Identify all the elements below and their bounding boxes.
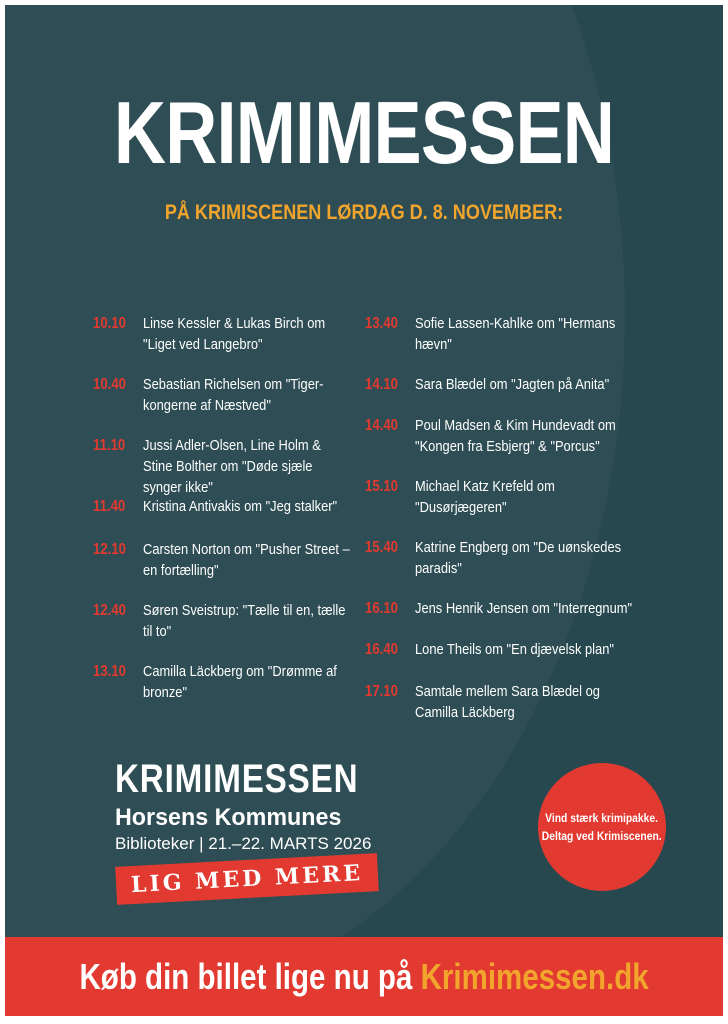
slot-talk: Sofie Lassen-Kahlke om "Hermans hævn" (415, 315, 616, 353)
slot-time: 15.40 (365, 539, 398, 556)
poster (5, 5, 723, 1016)
slot-talk: Linse Kessler & Lukas Birch om "Liget ved Langebro" (143, 315, 326, 353)
slot-talk: Poul Madsen & Kim Hundevadt om "Kongen fra Esbjerg" & "Porcus" (415, 417, 616, 455)
slot-time: 13.10 (93, 663, 126, 680)
footer-banner (5, 937, 723, 1016)
logo-dates: Biblioteker | 21.–22. MARTS 2026 (115, 834, 372, 853)
slot-time: 15.10 (365, 478, 398, 495)
slot-talk: Camilla Läckberg om "Drømme af bronze" (143, 663, 337, 701)
footer-website-link[interactable]: Krimimessen.dk (420, 955, 649, 997)
slot-time: 13.40 (365, 315, 398, 332)
slot-time: 14.40 (365, 417, 398, 434)
poster-title: KRIMIMESSEN (113, 83, 615, 182)
slot-talk: Lone Theils om "En djævelsk plan" (415, 641, 614, 658)
slot-time: 12.40 (93, 602, 126, 619)
footer-text (79, 957, 648, 997)
slot-time: 17.10 (365, 683, 398, 700)
prize-badge (538, 763, 666, 891)
poster-subtitle: PÅ KRIMISCENEN LØRDAG D. 8. NOVEMBER: (164, 201, 564, 224)
slot-talk: Sara Blædel om "Jagten på Anita" (415, 376, 610, 393)
logo-organization: Horsens Kommunes (115, 804, 342, 831)
slot-talk: Samtale mellem Sara Blædel og Camilla Läckberg (415, 683, 600, 721)
slot-talk: Carsten Norton om "Pusher Street – en fortælling" (143, 541, 350, 579)
slot-talk: Sebastian Richelsen om "Tiger-kongerne af Næstved" (143, 376, 324, 414)
slot-time: 12.10 (93, 541, 126, 558)
slot-time: 10.10 (93, 315, 126, 332)
logo-title: KRIMIMESSEN (115, 757, 359, 801)
event-logo (115, 757, 390, 855)
footer-call-to-action: Køb din billet lige nu på (79, 955, 413, 997)
badge-line-1: Vind stærk krimipakke. (545, 811, 659, 825)
slot-time: 11.10 (93, 437, 126, 454)
slot-talk: Michael Katz Krefeld om "Dusørjægeren" (415, 478, 555, 516)
slot-time: 16.10 (365, 600, 398, 617)
badge-line-2: Deltag ved Krimiscenen. (542, 829, 662, 843)
slot-time: 10.40 (93, 376, 126, 393)
slot-talk: Jussi Adler-Olsen, Line Holm & Stine Bolther om "Døde sjæle synger ikke" (143, 437, 321, 496)
slot-time: 16.40 (365, 641, 398, 658)
slot-time: 11.40 (93, 498, 126, 515)
slot-talk: Kristina Antivakis om "Jeg stalker" (143, 498, 338, 515)
slot-talk: Katrine Engberg om "De uønskedes paradis" (415, 539, 622, 577)
slogan-text: LIG MED MERE (130, 859, 364, 899)
slot-talk: Jens Henrik Jensen om "Interregnum" (415, 600, 633, 617)
slot-time: 14.10 (365, 376, 398, 393)
slot-talk: Søren Sveistrup: "Tælle til en, tælle til to" (143, 602, 346, 640)
